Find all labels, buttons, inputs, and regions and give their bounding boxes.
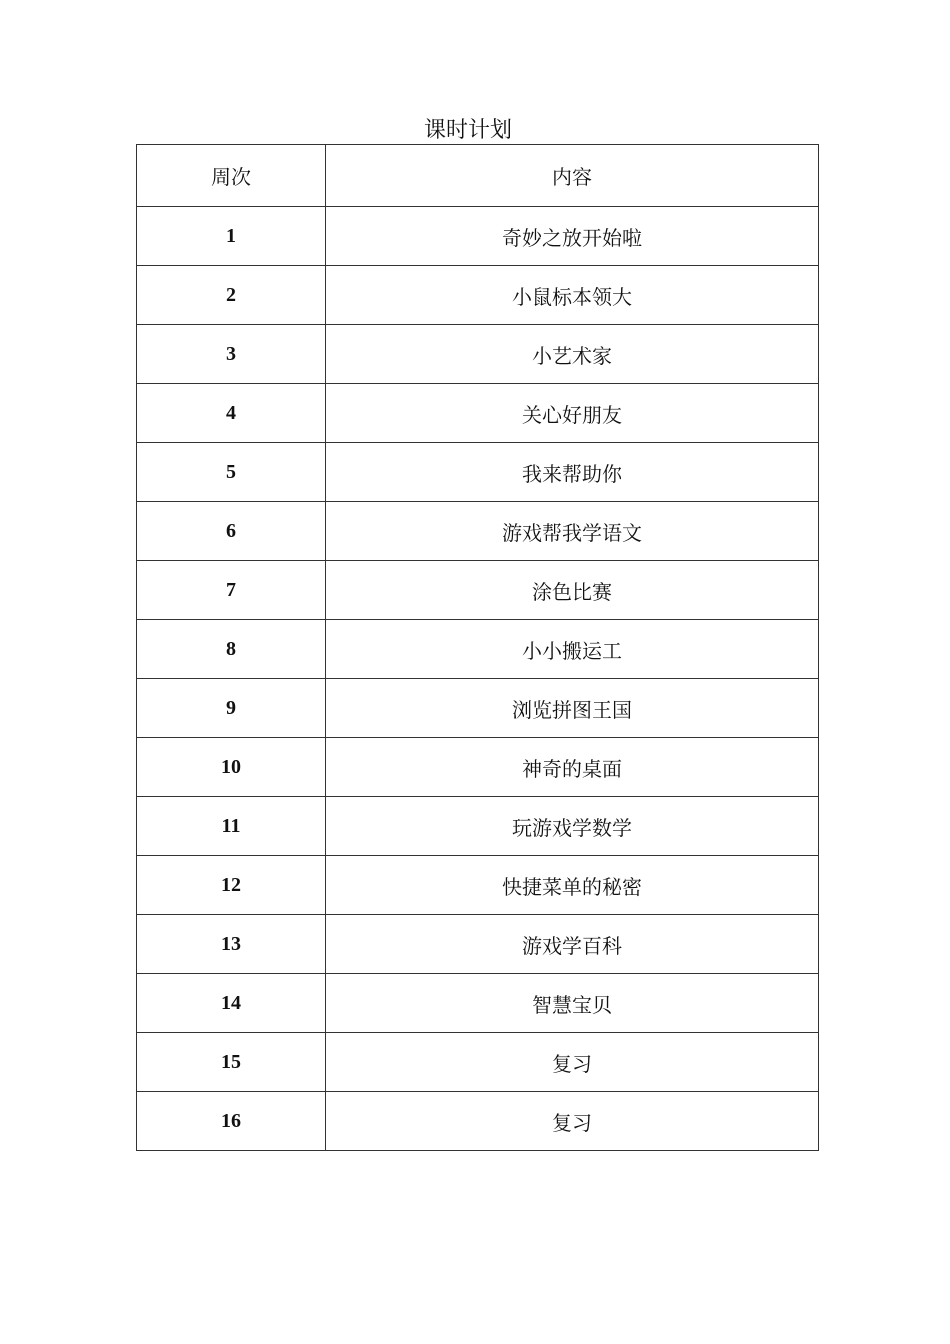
content-cell: 复习 [326, 1092, 819, 1151]
table-row [137, 1033, 819, 1092]
content-cell: 玩游戏学数学 [326, 797, 819, 856]
week-cell: 16 [137, 1092, 326, 1151]
lesson-plan-table [136, 144, 819, 1151]
content-cell: 快捷菜单的秘密 [326, 856, 819, 915]
week-cell: 3 [137, 325, 326, 384]
week-cell: 8 [137, 620, 326, 679]
content-cell: 涂色比赛 [326, 561, 819, 620]
table-row [137, 502, 819, 561]
content-cell: 复习 [326, 1033, 819, 1092]
table-row [137, 443, 819, 502]
content-cell: 奇妙之放开始啦 [326, 207, 819, 266]
week-cell: 11 [137, 797, 326, 856]
week-cell: 1 [137, 207, 326, 266]
table-row [137, 974, 819, 1033]
week-cell: 6 [137, 502, 326, 561]
table-row [137, 384, 819, 443]
table-row [137, 325, 819, 384]
header-week: 周次 [137, 145, 326, 207]
week-cell: 4 [137, 384, 326, 443]
week-cell: 9 [137, 679, 326, 738]
content-cell: 神奇的桌面 [326, 738, 819, 797]
table-row [137, 738, 819, 797]
table-row [137, 1092, 819, 1151]
content-cell: 小鼠标本领大 [326, 266, 819, 325]
table-header-row [137, 145, 819, 207]
content-cell: 我来帮助你 [326, 443, 819, 502]
week-cell: 7 [137, 561, 326, 620]
table-row [137, 856, 819, 915]
content-cell: 智慧宝贝 [326, 974, 819, 1033]
table-row [137, 679, 819, 738]
week-cell: 10 [137, 738, 326, 797]
content-cell: 游戏帮我学语文 [326, 502, 819, 561]
table-row [137, 207, 819, 266]
page-title: 课时计划 [423, 118, 512, 143]
content-cell: 游戏学百科 [326, 915, 819, 974]
content-cell: 小小搬运工 [326, 620, 819, 679]
table-row [137, 915, 819, 974]
week-cell: 12 [137, 856, 326, 915]
header-content: 内容 [326, 145, 819, 207]
week-cell: 13 [137, 915, 326, 974]
table-row [137, 561, 819, 620]
content-cell: 关心好朋友 [326, 384, 819, 443]
week-cell: 14 [137, 974, 326, 1033]
table-row [137, 266, 819, 325]
week-cell: 15 [137, 1033, 326, 1092]
week-cell: 5 [137, 443, 326, 502]
content-cell: 小艺术家 [326, 325, 819, 384]
week-cell: 2 [137, 266, 326, 325]
table-row [137, 620, 819, 679]
table-row [137, 797, 819, 856]
content-cell: 浏览拼图王国 [326, 679, 819, 738]
